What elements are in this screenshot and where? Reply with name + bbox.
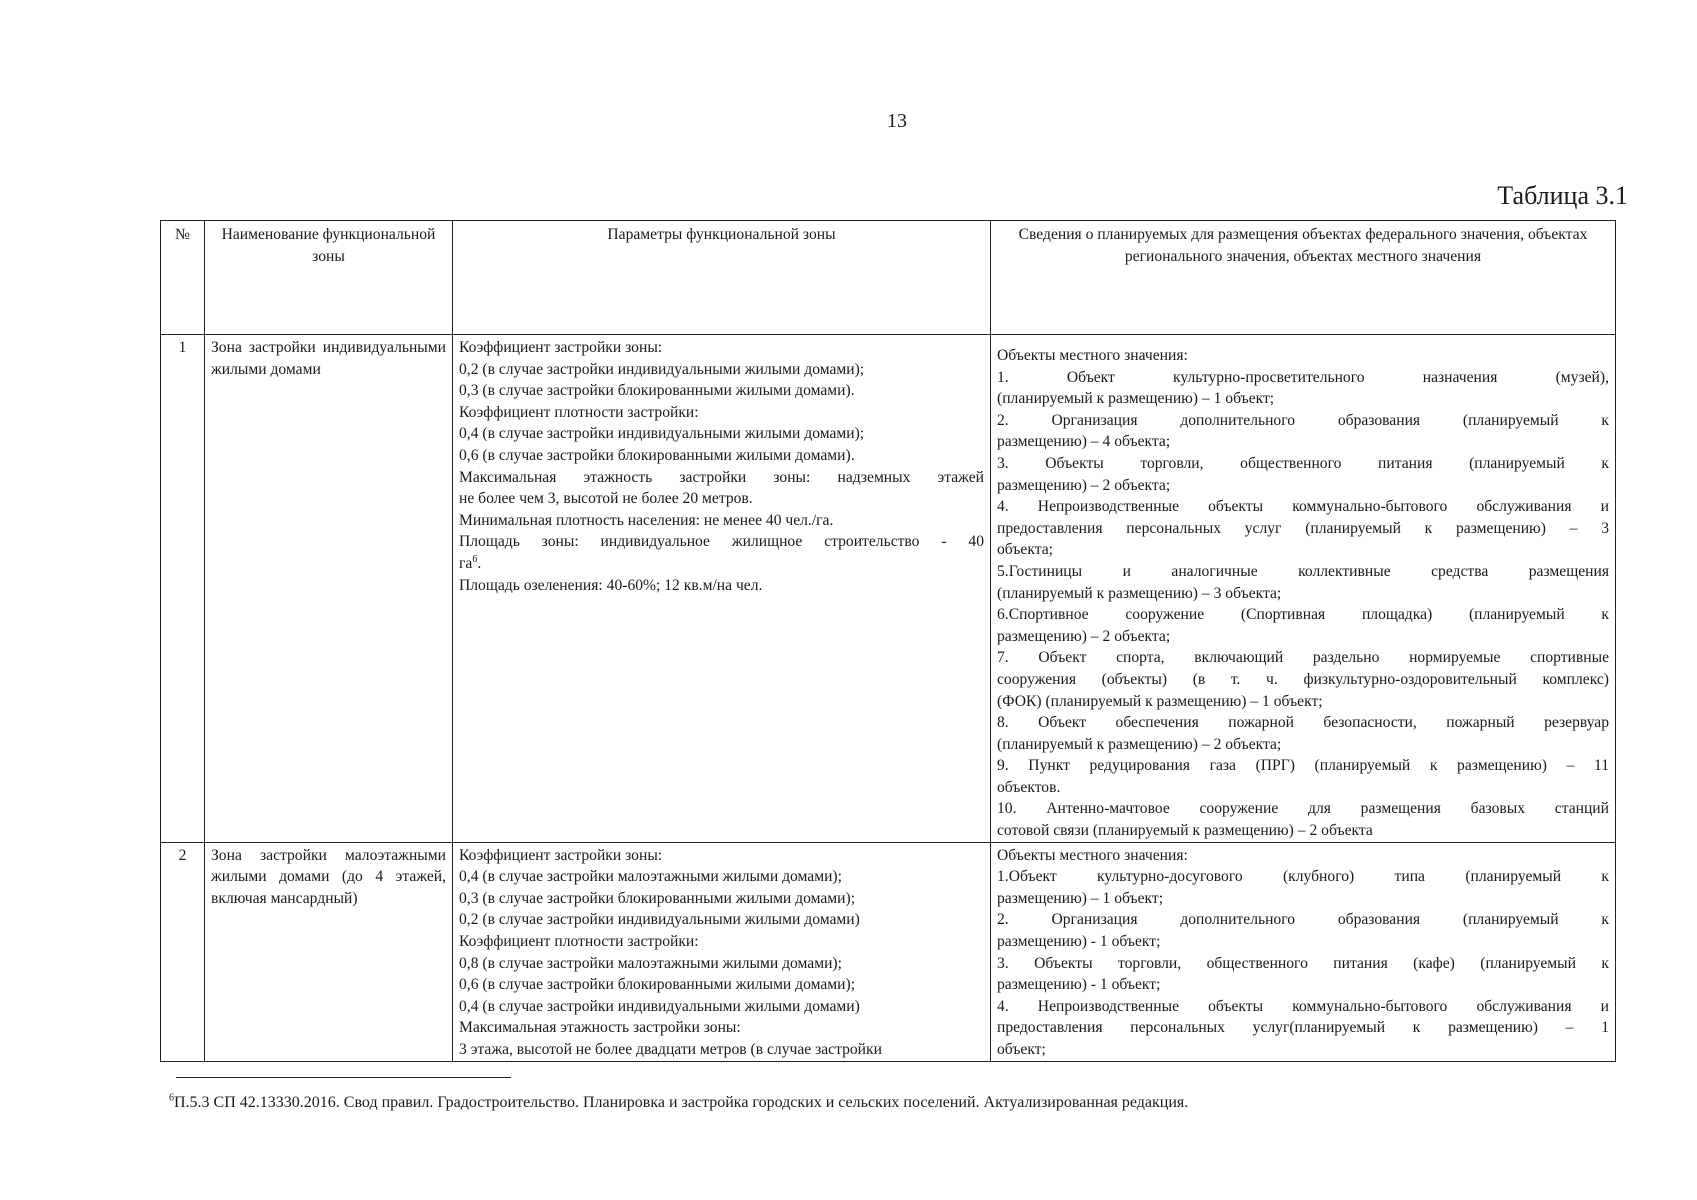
info-line: 10. Антенно-мачтовое сооружение для размещения базовых станций bbox=[997, 800, 1609, 818]
param-line: Площадь зоны: индивидуальное жилищное строительство - 40 bbox=[459, 533, 984, 551]
param-text: га bbox=[459, 554, 473, 572]
info-line: (планируемый к размещению) – 1 объект; bbox=[997, 390, 1275, 408]
info-line: сотовой связи (планируемый к размещению) – 2 объекта bbox=[997, 822, 1373, 840]
info-line: 3. Объекты торговли, общественного питания (планируемый к bbox=[997, 454, 1609, 472]
table-header-row bbox=[161, 221, 1616, 335]
info-line: (планируемый к размещению) – 3 объекта; bbox=[997, 584, 1282, 602]
param-line: 0,6 (в случае застройки блокированными жилыми домами). bbox=[459, 446, 855, 464]
zones-table bbox=[160, 220, 1616, 1062]
param-line: 3 этажа, высотой не более двадцати метров (в случае застройки bbox=[459, 1041, 882, 1058]
row-number: 1 bbox=[161, 335, 205, 843]
info-line: 1.Объект культурно-досугового (клубного) типа (планируемый к bbox=[997, 868, 1609, 886]
info-line: предоставления персональных услуг(планируемый к размещению) – 1 bbox=[997, 1019, 1609, 1037]
info-line: 6.Спортивное сооружение (Спортивная площадка) (планируемый к bbox=[997, 606, 1609, 624]
header-number: № bbox=[161, 221, 205, 335]
footnote bbox=[169, 1094, 1188, 1112]
param-line: Площадь озеленения: 40-60%; 12 кв.м/на чел. bbox=[459, 576, 763, 594]
param-line: 0,4 (в случае застройки индивидуальными жилыми домами); bbox=[459, 425, 865, 443]
param-line: Минимальная плотность населения: не менее 40 чел./га. bbox=[459, 511, 834, 529]
info-line: размещению) - 1 объект; bbox=[997, 933, 1161, 951]
param-line: Максимальная этажность застройки зоны: надземных этажей bbox=[459, 468, 984, 486]
table-row bbox=[161, 842, 1616, 1061]
planned-objects bbox=[991, 842, 1616, 1061]
planned-objects bbox=[991, 335, 1616, 843]
info-line: 3. Объекты торговли, общественного питания (кафе) (планируемый к bbox=[997, 954, 1609, 972]
info-line: (планируемый к размещению) – 2 объекта; bbox=[997, 735, 1282, 753]
param-line: Коэффициент застройки зоны: bbox=[459, 339, 663, 356]
param-line: 0,6 (в случае застройки блокированными жилыми домами); bbox=[459, 976, 856, 994]
info-title: Объекты местного значения: bbox=[997, 846, 1188, 864]
info-line: размещению) - 1 объект; bbox=[997, 976, 1161, 994]
zone-name: Зона застройки индивидуальными жилыми домами bbox=[205, 335, 453, 843]
info-line: объекта; bbox=[997, 541, 1053, 559]
row-number: 2 bbox=[161, 842, 205, 1061]
info-line: размещению) – 4 объекта; bbox=[997, 433, 1171, 451]
table-row bbox=[161, 335, 1616, 843]
param-line: Максимальная этажность застройки зоны: bbox=[459, 1019, 741, 1037]
info-line: 2. Организация дополнительного образования (планируемый к bbox=[997, 411, 1609, 429]
header-zone-params: Параметры функциональной зоны bbox=[453, 221, 991, 335]
param-line: 0,3 (в случае застройки блокированными жилыми домами). bbox=[459, 382, 855, 400]
zone-name: Зона застройки малоэтажными жилыми домами (до 4 этажей, включая мансардный) bbox=[205, 842, 453, 1061]
info-line: размещению) – 1 объект; bbox=[997, 889, 1164, 907]
info-line: размещению) – 2 объекта; bbox=[997, 627, 1171, 645]
info-line: предоставления персональных услуг (планируемый к размещению) – 3 bbox=[997, 519, 1609, 537]
footnote-mark: 6 bbox=[169, 1092, 174, 1104]
info-line: 7. Объект спорта, включающий раздельно нормируемые спортивные bbox=[997, 649, 1609, 667]
footnote-ref: 6 bbox=[472, 553, 478, 565]
zone-params bbox=[453, 335, 991, 843]
header-planned-objects: Сведения о планируемых для размещения объектах федерального значения, объектах регионального значения, объектах местного значения bbox=[991, 221, 1616, 335]
param-line: 0,4 (в случае застройки индивидуальными жилыми домами) bbox=[459, 997, 860, 1015]
param-line: не более чем 3, высотой не более 20 метров. bbox=[459, 490, 753, 508]
param-line: 0,4 (в случае застройки малоэтажными жилыми домами); bbox=[459, 868, 842, 886]
info-line: 9. Пункт редуцирования газа (ПРГ) (планируемый к размещению) – 11 bbox=[997, 757, 1609, 775]
page-number: 13 bbox=[887, 110, 907, 132]
param-line: 0,3 (в случае застройки блокированными жилыми домами); bbox=[459, 889, 856, 907]
header-zone-name: Наименование функциональной зоны bbox=[205, 221, 453, 335]
zone-params bbox=[453, 842, 991, 1061]
info-line: 2. Организация дополнительного образования (планируемый к bbox=[997, 911, 1609, 929]
info-line: объектов. bbox=[997, 778, 1061, 796]
param-line: 0,8 (в случае застройки малоэтажными жилыми домами); bbox=[459, 954, 842, 972]
info-line: 4. Непроизводственные объекты коммунально-бытового обслуживания и bbox=[997, 997, 1609, 1015]
param-line bbox=[459, 553, 984, 575]
info-title: Объекты местного значения: bbox=[997, 347, 1188, 364]
param-line: 0,2 (в случае застройки индивидуальными жилыми домами); bbox=[459, 360, 865, 378]
info-line: 1. Объект культурно-просветительного назначения (музей), bbox=[997, 368, 1609, 386]
info-line: 4. Непроизводственные объекты коммунально-бытового обслуживания и bbox=[997, 498, 1609, 516]
info-line: объект; bbox=[997, 1041, 1046, 1058]
param-line: Коэффициент плотности застройки: bbox=[459, 403, 699, 421]
info-line: (ФОК) (планируемый к размещению) – 1 объект; bbox=[997, 692, 1323, 710]
info-line: размещению) – 2 объекта; bbox=[997, 476, 1171, 494]
footnote-divider bbox=[176, 1077, 511, 1078]
param-text: . bbox=[477, 554, 482, 572]
table-caption: Таблица 3.1 bbox=[1497, 181, 1628, 210]
param-line: Коэффициент застройки зоны: bbox=[459, 846, 663, 864]
info-line: 5.Гостиницы и аналогичные коллективные средства размещения bbox=[997, 562, 1609, 580]
info-line: сооружения (объекты) (в т. ч. физкультурно-оздоровительный комплекс) bbox=[997, 670, 1609, 688]
info-line: 8. Объект обеспечения пожарной безопасности, пожарный резервуар bbox=[997, 714, 1609, 732]
param-line: 0,2 (в случае застройки индивидуальными жилыми домами) bbox=[459, 911, 860, 929]
param-line: Коэффициент плотности застройки: bbox=[459, 933, 699, 951]
footnote-text: П.5.3 СП 42.13330.2016. Свод правил. Градостроительство. Планировка и застройка городских и сельских поселений. Актуализированная редакция. bbox=[174, 1094, 1189, 1111]
